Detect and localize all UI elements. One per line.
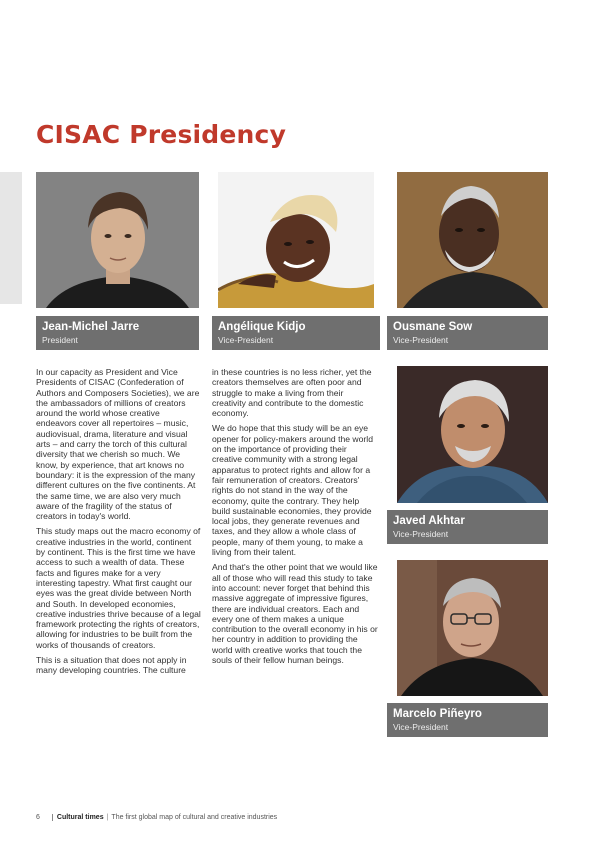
person-role: Vice-President xyxy=(218,335,274,345)
person-role: President xyxy=(42,335,78,345)
paragraph: This study maps out the macro economy of creative industries in the world, continent by continent. This is the first time we have access to such a wealth of data. These facts and figures make for a very interesting tapestry. What first caught our eyes was the great divide between North and South. In developed economies, creative industries thrive because of a legal framework protecting the rights of creators, allowing for industries to be built from the works of thousands of creators. xyxy=(36,526,201,650)
side-tab xyxy=(0,172,22,304)
portrait-angelique-kidjo xyxy=(218,172,374,308)
portrait-javed-akhtar xyxy=(397,366,548,503)
paragraph: This is a situation that does not apply in many developing countries. The culture xyxy=(36,655,187,676)
paragraph: We do hope that this study will be an eye opener for policy-makers around the world on the importance of providing their creative community with a strong legal apparatus to protect rights and allow for a fair remuneration of creators. Creators' rights do not stand in the way of the economy, quite the contrary. They help build sustainable economies, they provide local jobs, they generate revenues and taxes, and they allow a whole class of people, many of them young, to make a living from their talent. xyxy=(212,423,373,558)
namebar-ousmane-sow xyxy=(387,316,548,350)
publication-name: Cultural times xyxy=(52,814,104,821)
namebar-angelique-kidjo xyxy=(212,316,380,350)
portrait-jean-michel-jarre xyxy=(36,172,199,308)
portrait-marcelo-pineyro xyxy=(397,560,548,696)
paragraph: in these countries is no less richer, yet the creators themselves are often poor and struggle to make a living from their creativity and contribute to the domestic economy. xyxy=(212,367,372,419)
person-name: Marcelo Piñeyro xyxy=(393,708,482,720)
portrait-ousmane-sow xyxy=(397,172,548,308)
text-column-2 xyxy=(212,367,378,670)
person-role: Vice-President xyxy=(393,335,449,345)
person-name: Ousmane Sow xyxy=(393,321,473,333)
person-name: Jean-Michel Jarre xyxy=(42,321,140,333)
person-name: Angélique Kidjo xyxy=(218,321,306,333)
text-column-1 xyxy=(36,367,202,681)
page-number: 6 xyxy=(36,813,40,821)
paragraph: In our capacity as President and Vice Presidents of CISAC (Confederation of Authors and Composers Societies), we are the ambassadors of millions of creators around the world whose creative endeavors cover all repertoires – music, audiovisual, drama, literature and visual arts – and carry the torch of this cultural diversity that we cherish so much. We know, by experience, that art knows no boundary: it is the expression of the many different cultures on the five continents. At the same time, we are also very much aware of the fragility of the status of creators in today's world. xyxy=(36,367,200,522)
page-title: CISAC Presidency xyxy=(36,120,287,149)
person-role: Vice-President xyxy=(393,722,449,732)
namebar-marcelo-pineyro xyxy=(387,703,548,737)
publication-tagline: The first global map of cultural and creative industries xyxy=(111,813,278,821)
person-name: Javed Akhtar xyxy=(393,515,465,527)
footer-separator: | xyxy=(106,813,109,821)
namebar-jean-michel-jarre xyxy=(36,316,199,350)
page-footer xyxy=(36,811,277,823)
paragraph: And that's the other point that we would like all of those who will read this study to take into account: never forget that behind this massive aggregate of impressive figures, there are individual creators. Each and every one of them makes a unique contribution to the overall economy in his or her country in addition to providing the world with creative works that touch the souls of their fellow human beings. xyxy=(212,562,378,666)
person-role: Vice-President xyxy=(393,529,449,539)
namebar-javed-akhtar xyxy=(387,510,548,544)
